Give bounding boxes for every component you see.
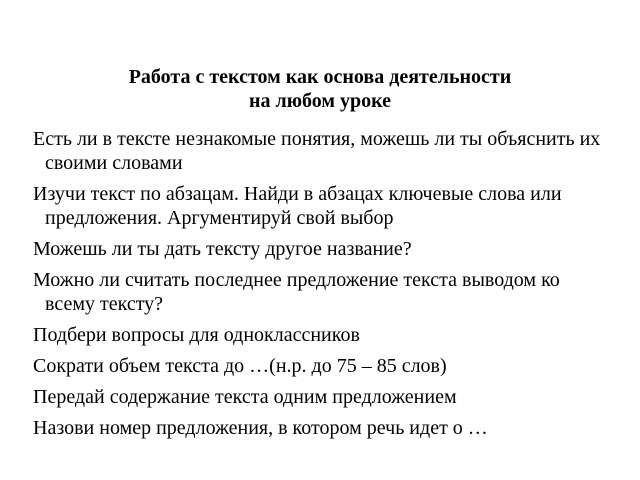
task-list-item: Изучи текст по абзацам. Найди в абзацах ключевые слова или предложения. Аргументируй свой выбор [33, 183, 562, 229]
task-list-item: Подбери вопросы для одноклассников [33, 324, 360, 346]
task-list-item: Есть ли в тексте незнакомые понятия, можешь ли ты объяснить их своими словами [33, 128, 601, 174]
task-list-item: Сократи объем текста до …(н.р. до 75 – 85 слов) [33, 355, 447, 377]
slide-title-line-2: на любом уроке [248, 90, 392, 112]
task-list-item: Передай содержание текста одним предложением [33, 386, 457, 408]
slide-title [0, 65, 640, 113]
slide-title-line-1: Работа с текстом как основа деятельности [128, 66, 512, 88]
task-list [33, 127, 613, 447]
task-list-item: Можешь ли ты дать тексту другое название? [33, 238, 412, 260]
task-list-item: Назови номер предложения, в котором речь идет о … [33, 417, 488, 439]
task-list-item: Можно ли считать последнее предложение текста выводом ко всему тексту? [33, 269, 560, 315]
